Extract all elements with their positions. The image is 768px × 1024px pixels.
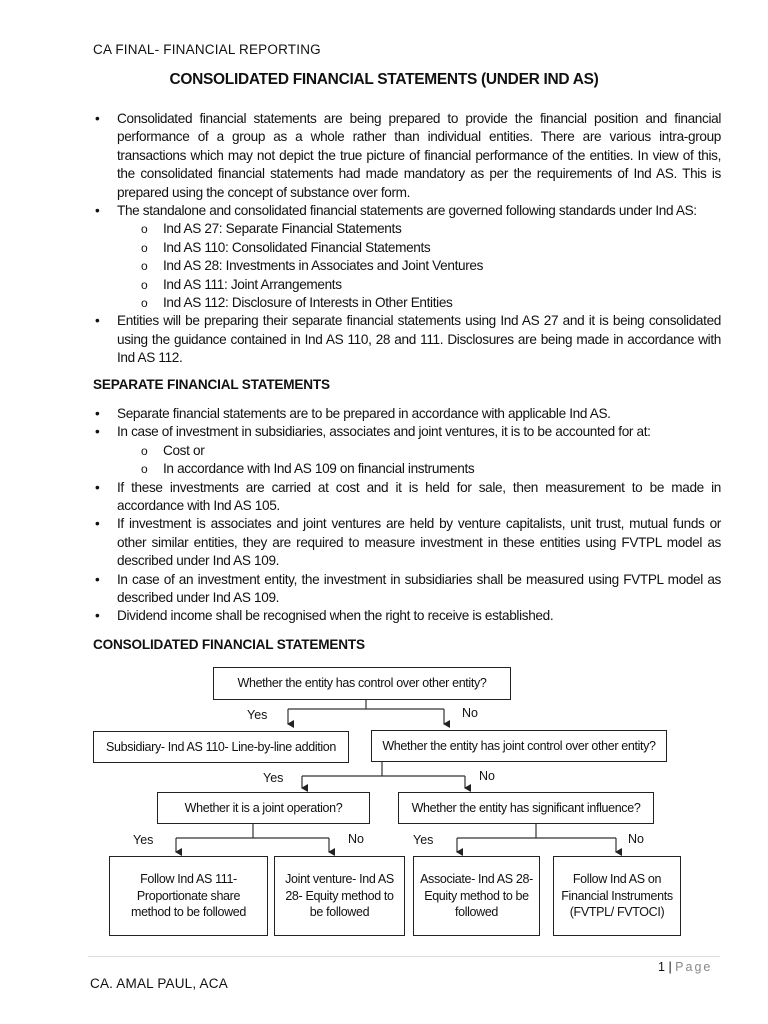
flow-box-joint-control: Whether the entity has joint control over other entity? xyxy=(371,730,667,762)
list-item-text: In case of investment in subsidiaries, associates and joint ventures, it is to be accounted for at: xyxy=(117,424,651,440)
flow-label-no: No xyxy=(462,706,478,720)
flow-box-financial-instruments: Follow Ind AS on Financial Instruments (FVTPL/ FVTOCI) xyxy=(553,856,681,936)
sub-list-item: o Ind AS 112: Disclosure of Interests in Other Entities xyxy=(117,294,721,312)
flow-box-control: Whether the entity has control over other entity? xyxy=(213,667,511,700)
list-item-text: The standalone and consolidated financial statements are governed following standards under Ind AS: xyxy=(117,203,697,219)
page-separator: | xyxy=(668,960,672,974)
running-header: CA FINAL- FINANCIAL REPORTING xyxy=(93,42,321,57)
flow-label-yes: Yes xyxy=(133,833,154,847)
section-heading-consolidated: CONSOLIDATED FINANCIAL STATEMENTS xyxy=(93,637,365,652)
list-item: • Dividend income shall be recognised when the right to receive is established. xyxy=(93,607,721,625)
flow-box-subsidiary: Subsidiary- Ind AS 110- Line-by-line addition xyxy=(93,731,349,763)
list-item: • If these investments are carried at cost and it is held for sale, then measurement to be made in accordance with Ind AS 105. xyxy=(93,479,721,516)
page-number-value: 1 xyxy=(658,960,665,974)
flow-box-joint-operation: Whether it is a joint operation? xyxy=(157,792,370,824)
list-item: • In case of an investment entity, the investment in subsidiaries shall be measured using FVTPL model as described under Ind AS 109. xyxy=(93,571,721,608)
flow-label-no: No xyxy=(479,769,495,783)
sub-list-item: o Cost or xyxy=(117,442,721,460)
list-item: • Consolidated financial statements are being prepared to provide the financial position and financial performance of a group as a whole rather than individual entities. There are various intra-group transactions which may not depict the true picture of financial performance of the entities. In view of this, the consolidated financial statements had made mandatory as per the requirements of Ind AS. This is prepared using the concept of substance over form. xyxy=(93,110,721,202)
flow-box-associate: Associate- Ind AS 28- Equity method to be followed xyxy=(413,856,540,936)
page-number xyxy=(658,960,712,974)
flow-label-no: No xyxy=(628,832,644,846)
flow-label-no: No xyxy=(348,832,364,846)
page-title: CONSOLIDATED FINANCIAL STATEMENTS (UNDER IND AS) xyxy=(169,71,599,88)
flow-box-proportionate-share: Follow Ind AS 111- Proportionate share method to be followed xyxy=(109,856,268,936)
page-word: Page xyxy=(675,960,713,974)
flow-box-joint-venture: Joint venture- Ind AS 28- Equity method to be followed xyxy=(274,856,405,936)
footer-author: CA. AMAL PAUL, ACA xyxy=(90,976,228,991)
sub-list-item: o Ind AS 110: Consolidated Financial Statements xyxy=(117,239,721,257)
flow-label-yes: Yes xyxy=(263,771,284,785)
sub-list-item: o Ind AS 28: Investments in Associates and Joint Ventures xyxy=(117,257,721,275)
sub-list-item: o Ind AS 27: Separate Financial Statements xyxy=(117,220,721,238)
flow-box-significant-influence: Whether the entity has significant influence? xyxy=(398,792,654,824)
sub-list-item: o In accordance with Ind AS 109 on financial instruments xyxy=(117,460,721,478)
list-item: • Separate financial statements are to be prepared in accordance with applicable Ind AS. xyxy=(93,405,721,423)
flow-label-yes: Yes xyxy=(247,708,268,722)
sub-list-item: o Ind AS 111: Joint Arrangements xyxy=(117,276,721,294)
list-item: • Entities will be preparing their separate financial statements using Ind AS 27 and it is being consolidated using the guidance contained in Ind AS 110, 28 and 111. Disclosures are being made in accordance with Ind AS 112. xyxy=(93,312,721,367)
flow-label-yes: Yes xyxy=(413,833,434,847)
list-item: • If investment is associates and joint ventures are held by venture capitalists, unit trust, mutual funds or other similar entities, they are required to measure investment in these entities using FVTPL model as described under Ind AS 109. xyxy=(93,515,721,570)
footer-divider xyxy=(88,956,720,957)
section-heading-separate: SEPARATE FINANCIAL STATEMENTS xyxy=(93,377,330,392)
